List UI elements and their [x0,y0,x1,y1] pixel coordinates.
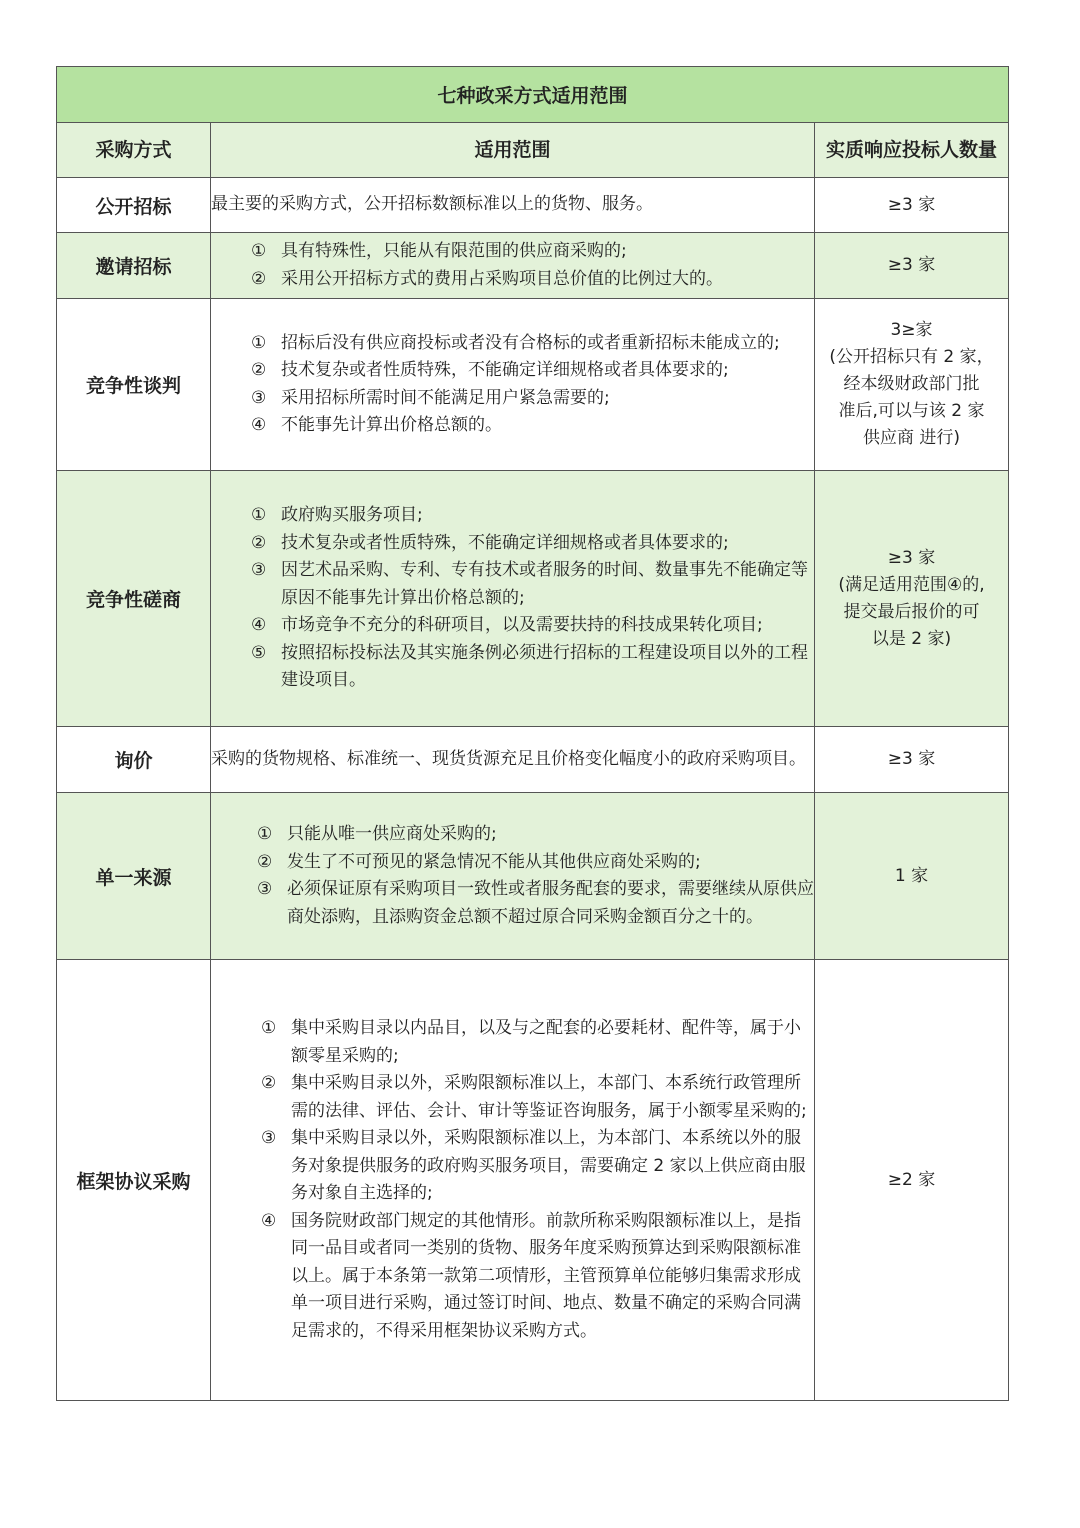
count-cell: ≥3 家 [815,178,1009,233]
item-number: ① [261,1018,277,1038]
count-line: 经本级财政部门批 [843,374,980,394]
table-row-public-tender [57,178,1009,233]
item-text: 集中采购目录以外，采购限额标准以上，为本部门、本系统以外的服务对象提供服务的政府购买服务项目，需要确定 2 家以上供应商由服务对象自主选择的; [291,1128,806,1203]
list-item [261,1070,814,1125]
table-title: 七种政采方式适用范围 [57,67,1009,123]
count-cell: ≥2 家 [815,960,1009,1401]
item-text: 按照招标投标法及其实施条例必须进行招标的工程建设项目以外的工程建设项目。 [281,642,808,691]
method-cell: 框架协议采购 [57,960,211,1401]
count-line: 3≥家 [890,320,933,340]
item-text: 招标后没有供应商投标或者没有合格标的或者重新招标未能成立的; [281,332,780,353]
header-count: 实质响应投标人数量 [815,123,1009,178]
item-number: ③ [257,879,273,899]
item-text: 集中采购目录以内品目，以及与之配套的必要耗材、配件等，属于小额零星采购的; [291,1018,801,1066]
count-line: (满足适用范围④的, [838,574,985,595]
scope-cell: 最主要的采购方式，公开招标数额标准以上的货物、服务。 [211,178,815,233]
item-number: ① [251,241,267,261]
list-item [251,557,814,612]
item-text: 不能事先计算出价格总额的。 [281,415,502,435]
count-line: 准后,可以与该 2 家 [838,401,985,421]
item-number: ② [251,360,267,380]
scope-list [261,1015,814,1345]
table-header-row [57,123,1009,178]
item-number: ③ [251,387,267,408]
list-item [251,330,814,358]
list-item [257,876,814,931]
item-number: ⑤ [251,642,267,663]
item-number: ① [257,824,273,844]
count-cell [815,471,1009,727]
scope-cell [211,299,815,471]
list-item [257,821,814,849]
item-number: ③ [261,1128,277,1148]
scope-list [251,238,814,293]
item-text: 发生了不可预见的紧急情况不能从其他供应商处采购的; [287,851,701,872]
count-line: (公开招标只有 2 家， [829,347,994,367]
item-text: 技术复杂或者性质特殊，不能确定详细规格或者具体要求的; [281,532,729,553]
list-item [251,357,814,385]
item-text: 只能从唯一供应商处采购的; [287,824,497,844]
method-cell: 竞争性谈判 [57,299,211,471]
scope-list [251,330,814,440]
list-item [251,612,814,640]
count-line: 供应商 进行) [862,428,961,448]
item-text: 政府购买服务项目; [281,505,423,526]
count-line: 以是 2 家) [871,628,952,649]
list-item [251,238,814,266]
count-cell [815,299,1009,471]
method-cell: 邀请招标 [57,233,211,299]
table-row-framework-agreement [57,960,1009,1401]
list-item [251,530,814,558]
item-number: ② [251,268,267,289]
item-number: ④ [261,1210,277,1231]
list-item [251,502,814,530]
item-text: 采用招标所需时间不能满足用户紧急需要的; [281,387,610,408]
scope-cell [211,233,815,299]
count-cell: 1 家 [815,793,1009,960]
count-line: ≥3 家 [887,547,936,568]
list-item [251,640,814,695]
item-text: 技术复杂或者性质特殊，不能确定详细规格或者具体要求的; [281,360,729,380]
table-row-inquiry [57,727,1009,793]
table-row-competitive-consultation [57,471,1009,727]
item-text: 因艺术品采购、专利、专有技术或者服务的时间、数量事先不能确定等原因不能事先计算出价格总额的; [281,560,808,608]
procurement-methods-table [56,66,1009,1401]
scope-cell [211,793,815,960]
item-number: ① [251,332,267,353]
item-number: ② [257,851,273,872]
list-item [257,849,814,877]
table-row-invited-tender [57,233,1009,299]
item-text: 具有特殊性，只能从有限范围的供应商采购的; [281,241,627,261]
scope-list [257,821,814,931]
scope-cell [211,960,815,1401]
item-number: ④ [251,415,267,435]
scope-cell [211,471,815,727]
item-text: 必须保证原有采购项目一致性或者服务配套的要求，需要继续从原供应商处添购，且添购资金总额不超过原合同采购金额百分之十的。 [287,879,814,927]
item-text: 采用公开招标方式的费用占采购项目总价值的比例过大的。 [281,268,723,289]
method-cell: 竞争性磋商 [57,471,211,727]
list-item [251,266,814,294]
item-text: 集中采购目录以外，采购限额标准以上，本部门、本系统行政管理所需的法律、评估、会计、审计等鉴证咨询服务，属于小额零星采购的; [291,1073,807,1121]
item-text: 国务院财政部门规定的其他情形。前款所称采购限额标准以上，是指同一品目或者同一类别的货物、服务年度采购预算达到采购限额标准以上。属于本条第一款第二项情形，主管预算单位能够归集需求形成单一项目进行采购，通过签订时间、地点、数量不确定的采购合同满足需求的，不得采用框架协议采购方式。 [291,1210,801,1341]
scope-cell: 采购的货物规格、标准统一、现货货源充足且价格变化幅度小的政府采购项目。 [211,727,815,793]
list-item [251,385,814,413]
item-text: 市场竞争不充分的科研项目，以及需要扶持的科技成果转化项目; [281,615,763,636]
list-item [261,1015,814,1070]
item-number: ① [251,505,267,526]
header-method: 采购方式 [57,123,211,178]
table-title-row [57,67,1009,123]
method-cell: 单一来源 [57,793,211,960]
header-scope: 适用范围 [211,123,815,178]
method-cell: 询价 [57,727,211,793]
list-item [261,1208,814,1346]
table-row-single-source [57,793,1009,960]
item-number: ④ [251,615,267,636]
list-item [251,412,814,440]
item-number: ② [261,1073,277,1093]
count-cell: ≥3 家 [815,233,1009,299]
method-cell: 公开招标 [57,178,211,233]
scope-list [251,502,814,695]
list-item [261,1125,814,1208]
count-line: 提交最后报价的可 [843,601,980,622]
count-cell: ≥3 家 [815,727,1009,793]
table-row-competitive-negotiation [57,299,1009,471]
item-number: ② [251,532,267,553]
item-number: ③ [251,560,267,581]
